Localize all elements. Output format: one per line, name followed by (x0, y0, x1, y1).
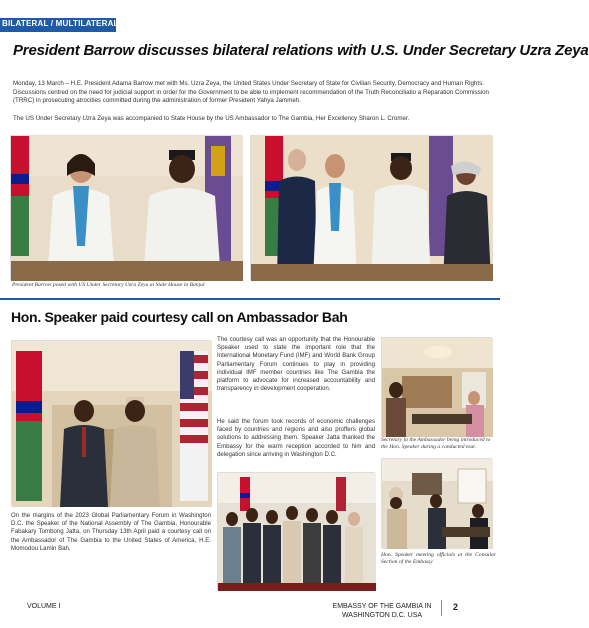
article1-photo-caption: President Barrow posed with US Under Secretary Uzra Zeya at State House in Banjul (12, 282, 205, 288)
section-banner (0, 18, 119, 32)
footer-embassy (323, 602, 441, 620)
page-number: 2 (453, 602, 459, 612)
section-tag: BILATERAL / MULTILATERAL (2, 19, 119, 28)
footer-separator (441, 600, 442, 616)
photo-speaker-delegation-image (218, 473, 376, 591)
article1-title: President Barrow discusses bilateral relations with U.S. Under Secretary Uzra Zeya (13, 42, 589, 59)
article1-paragraph1: Monday, 13 March – H.E. President Adama Barrow met with Ms. Uzra Zeya, the United States Under Secretary of State for Civilian Security, Democracy and Human Rights. Discussions centred on the need for judicial support in order for the Government to be able to implement recommendation of the Truth Reconciliatio a Reparation Commission (TRRC) in prosecuting atrocities committed during the administration of former President Yahya Jammeh. (13, 80, 489, 105)
article2-middle-text-2: He said the forum took records of economic challenges faced by countries and regions and also proffers global solutions to addressing them. Speaker Jatta thanked the Embassy for the warm reception accorded to him and delegation since arriving in Washington D.C. (217, 418, 375, 458)
photo-speaker-delegation (217, 472, 375, 590)
footer-volume: VOLUME I (27, 603, 61, 610)
photo-speaker-ambassador (11, 340, 211, 506)
photo-conducted-tour (381, 337, 492, 436)
photo-consular-section (381, 458, 492, 548)
photo-barrow-zeya (10, 135, 242, 280)
photo-conducted-tour-image (382, 338, 493, 437)
section-divider (0, 298, 500, 300)
footer-embassy-line1: EMBASSY OF THE GAMBIA IN (332, 603, 432, 610)
article2-left-text: On the margins of the 2023 Global Parliamentary Forum in Washington D.C. the Speaker of the National Assembly of The Gambia, Honourable Fabakary Tombong Jatta, on Thursday 13th April paid a courtesy call on the Ambassador of The Gambia to the United States of America, H.E. Momodou Lamin Bah. (11, 512, 211, 552)
photo-group (250, 135, 492, 280)
caption-consular-section: Hon. Speaker meeting officials at the Consular Section of the Embassy (381, 552, 496, 565)
article1-paragraph2: The US Under Secretary Uzra Zeya was accompanied to State House by the US Ambassador to The Gambia, Her Excellency Sharon L. Cromer. (13, 115, 410, 122)
caption-conducted-tour: Secretary to the Ambassador being introduced to the Hon. Speaker during a conducted tour. (381, 437, 491, 450)
photo-consular-section-image (382, 459, 493, 549)
footer-embassy-line2: WASHINGTON D.C. USA (341, 612, 423, 619)
photo-speaker-ambassador-image (12, 341, 212, 507)
article2-middle-text-1: The courtesy call was an opportunity that the Honourable Speaker used to state the important role that the International Monetary Fund (IMF) and World Bank Group Parliamentary Forum continues to play in providing individual IMF member countries like The Gambia the platform to advocate for increased accountability and transparency in development cooperation. (217, 336, 375, 393)
photo-group-image (251, 136, 493, 281)
article2-title: Hon. Speaker paid courtesy call on Ambassador Bah (11, 309, 348, 325)
photo-barrow-zeya-image (11, 136, 243, 281)
